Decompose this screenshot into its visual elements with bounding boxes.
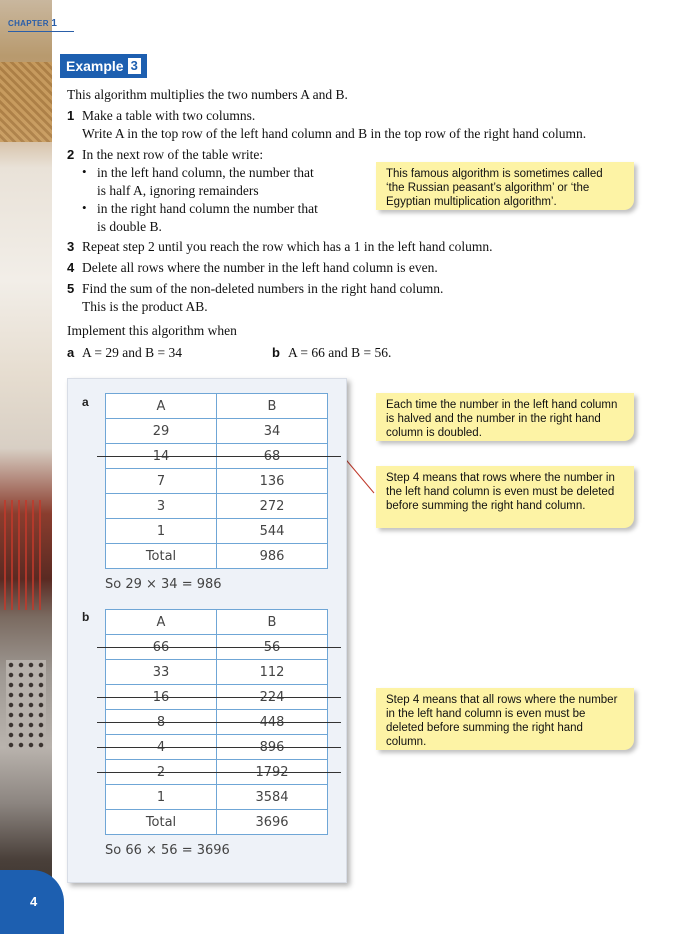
- bullet-dot: •: [82, 200, 87, 215]
- bullet-text: in the right hand column the number that: [97, 201, 318, 216]
- table-cell: 16: [106, 685, 217, 710]
- part-label: a: [67, 345, 75, 360]
- table-cell: A: [106, 610, 217, 635]
- step-number: 5: [67, 281, 75, 296]
- result-a: So 29 × 34 = 986: [105, 577, 222, 592]
- table-cell: 1: [106, 519, 217, 544]
- chapter-heading: CHAPTER 1: [8, 18, 58, 29]
- table-row: [106, 469, 328, 494]
- table-cell: Total: [106, 810, 217, 835]
- table-row: [106, 810, 328, 835]
- table-cell: 68: [217, 444, 328, 469]
- intro-text: This algorithm multiplies the two numbers A and B.: [67, 87, 348, 102]
- note-halving: Each time the number in the left hand column is halved and the number in the right hand column is doubled.: [376, 393, 634, 441]
- table-cell: 3: [106, 494, 217, 519]
- table-cell: 4: [106, 735, 217, 760]
- basket-image: [0, 62, 52, 142]
- table-cell: B: [217, 394, 328, 419]
- table-cell: 1792: [217, 760, 328, 785]
- table-cell: Total: [106, 544, 217, 569]
- table-row: [106, 544, 328, 569]
- table-cell: 34: [217, 419, 328, 444]
- bullet-text: is half A, ignoring remainders: [97, 183, 259, 198]
- table-cell: 29: [106, 419, 217, 444]
- result-b: So 66 × 56 = 3696: [105, 843, 230, 858]
- table-cell: 2: [106, 760, 217, 785]
- strike-through-line: [97, 456, 341, 457]
- implement-text: Implement this algorithm when: [67, 323, 237, 338]
- table-row: [106, 610, 328, 635]
- strike-through-line: [97, 772, 341, 773]
- bullet-text: in the left hand column, the number that: [97, 165, 314, 180]
- page-number: 4: [30, 894, 38, 909]
- table-cell: 33: [106, 660, 217, 685]
- utensil-holder-image: [6, 660, 46, 750]
- table-cell: 3696: [217, 810, 328, 835]
- table-a: [105, 393, 328, 569]
- step-text: Delete all rows where the number in the left hand column is even.: [82, 260, 438, 275]
- table-cell: 7: [106, 469, 217, 494]
- step-number: 2: [67, 147, 75, 162]
- strike-through-line: [97, 647, 341, 648]
- table-row: [106, 494, 328, 519]
- step-number: 3: [67, 239, 75, 254]
- kitchen-photo-strip: [0, 0, 52, 934]
- table-cell: 896: [217, 735, 328, 760]
- strike-through-line: [97, 722, 341, 723]
- table-row: [106, 519, 328, 544]
- table-cell: 1: [106, 785, 217, 810]
- note-step4-a: Step 4 means that rows where the number in the left hand column is even must be deleted before summing the right hand column.: [376, 466, 634, 528]
- table-cell: 14: [106, 444, 217, 469]
- table-cell: A: [106, 394, 217, 419]
- note-step4-b: Step 4 means that all rows where the number in the left hand column is even must be deleted before summing the right hand column.: [376, 688, 634, 750]
- note-algorithm-name: This famous algorithm is sometimes called ‘the Russian peasant’s algorithm’ or ‘the Egyptian multiplication algorithm’.: [376, 162, 634, 210]
- step-text: Make a table with two columns.: [82, 108, 256, 123]
- part-text: A = 29 and B = 34: [82, 345, 182, 360]
- table-row: [106, 660, 328, 685]
- table-a-label: a: [82, 395, 89, 409]
- step-text: Write A in the top row of the left hand column and B in the top row of the right hand column.: [82, 126, 587, 141]
- strike-through-line: [97, 697, 341, 698]
- table-cell: 544: [217, 519, 328, 544]
- table-cell: 3584: [217, 785, 328, 810]
- part-label: b: [272, 345, 280, 360]
- table-cell: B: [217, 610, 328, 635]
- table-cell: 986: [217, 544, 328, 569]
- table-row: [106, 394, 328, 419]
- table-b-label: b: [82, 610, 90, 624]
- table-cell: 136: [217, 469, 328, 494]
- example-heading: Example 3: [60, 54, 147, 78]
- chapter-divider: [8, 31, 74, 32]
- whisk-image: [4, 500, 44, 610]
- table-cell: 8: [106, 710, 217, 735]
- strike-through-line: [97, 747, 341, 748]
- step-text: In the next row of the table write:: [82, 147, 264, 162]
- bullet-dot: •: [82, 164, 87, 179]
- table-row: [106, 785, 328, 810]
- step-text: Repeat step 2 until you reach the row which has a 1 in the left hand column.: [82, 239, 493, 254]
- step-text: This is the product AB.: [82, 299, 208, 314]
- table-cell: 224: [217, 685, 328, 710]
- example-number: 3: [128, 58, 141, 74]
- table-cell: 448: [217, 710, 328, 735]
- part-text: A = 66 and B = 56.: [288, 345, 392, 360]
- table-cell: 272: [217, 494, 328, 519]
- bullet-text: is double B.: [97, 219, 162, 234]
- table-row: [106, 419, 328, 444]
- step-number: 1: [67, 108, 75, 123]
- step-number: 4: [67, 260, 75, 275]
- table-cell: 56: [217, 635, 328, 660]
- step-text: Find the sum of the non-deleted numbers in the right hand column.: [82, 281, 444, 296]
- table-cell: 66: [106, 635, 217, 660]
- table-cell: 112: [217, 660, 328, 685]
